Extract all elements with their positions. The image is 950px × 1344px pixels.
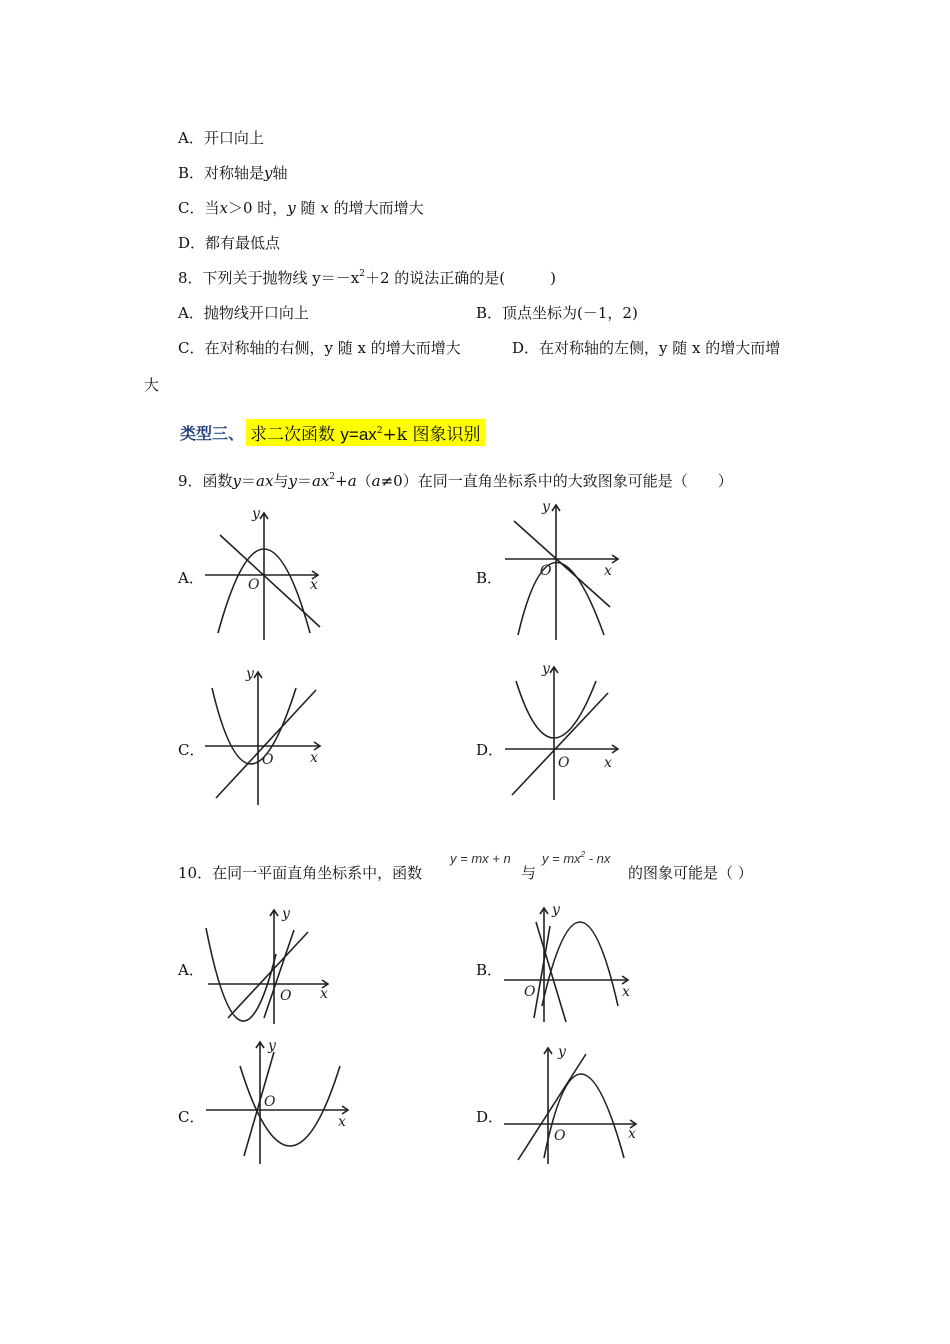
parabola	[206, 928, 276, 1021]
q8-option-d: D．在对称轴的左侧，y 随 x 的增大而增	[512, 339, 781, 357]
q9-label-a: A．	[178, 569, 204, 587]
x-label: x	[604, 755, 612, 771]
q9-label-b: B．	[476, 569, 503, 587]
q10-stem-pre: 10．在同一平面直角坐标系中，函数	[178, 864, 423, 882]
q7-option-d: D．都有最低点	[178, 234, 281, 252]
q9-stem: 9．函数y＝ax与$y=ax^2+a(a\ne 0)$在同一直角坐标系中的大致图象可能是（ ）	[178, 472, 733, 490]
x-label: x	[604, 563, 612, 579]
line	[514, 521, 610, 607]
section-heading	[180, 418, 485, 446]
q9-label-c: C．	[178, 741, 205, 759]
q10-label-a: A．	[178, 961, 204, 979]
parabola	[544, 1074, 624, 1158]
q8-option-b: B．顶点坐标为(－1，2)	[476, 304, 638, 322]
y-label: y	[542, 661, 550, 677]
q9-graph-c	[200, 660, 330, 810]
q10-stem-mid: 与	[521, 864, 537, 882]
y-label: y	[552, 902, 560, 918]
y-label: y	[558, 1044, 566, 1060]
x-label: x	[310, 577, 318, 593]
origin-label: O	[554, 1128, 566, 1144]
y-label: y	[542, 499, 550, 515]
x-label: x	[310, 750, 318, 766]
parabola	[518, 563, 604, 636]
y-label: y	[282, 906, 290, 922]
origin-label: O	[264, 1094, 276, 1110]
line-1	[536, 922, 566, 1022]
q8-option-c: C．在对称轴的右侧，y 随 x 的增大而增大	[178, 339, 461, 357]
q9-label-d: D．	[476, 741, 504, 759]
q9-graph-d	[500, 655, 630, 805]
parabola	[240, 1066, 340, 1146]
q7-option-a: A．开口向上	[178, 129, 264, 147]
origin-label: O	[280, 988, 292, 1004]
q10-stem-post: 的图象可能是（ ）	[628, 864, 753, 882]
q10-formula-1: y = mx + n	[450, 851, 511, 866]
line	[518, 1054, 586, 1160]
q9-graph-b	[500, 495, 630, 645]
q8-stem: 8．下列关于抛物线 $y=-x^2+2$ 的说法正确的是( )	[178, 269, 557, 287]
q8-option-a: A．抛物线开口向上	[178, 304, 309, 322]
q8-option-d-wrap: 大	[144, 376, 160, 394]
x-label: x	[628, 1126, 636, 1142]
origin-label: O	[540, 563, 552, 579]
y-label: y	[246, 666, 254, 682]
parabola	[542, 922, 618, 1006]
q10-label-d: D．	[476, 1108, 504, 1126]
origin-label: O	[248, 577, 260, 593]
q10-graph-c	[200, 1036, 360, 1166]
q10-label-b: B．	[476, 961, 503, 979]
q10-label-c: C．	[178, 1108, 205, 1126]
origin-label: O	[262, 752, 274, 768]
q7-option-c: C．当x＞0 时，y 随 x 的增大而增大	[178, 199, 424, 217]
q10-graph-a	[200, 900, 340, 1030]
section-lead: 类型三、	[180, 423, 245, 443]
parabola	[516, 681, 596, 738]
origin-label: O	[558, 755, 570, 771]
origin-label: O	[524, 984, 536, 1000]
q9-graph-a	[200, 505, 330, 645]
y-label: y	[252, 506, 260, 522]
section-highlight: 求二次函数 $y=ax^2+k$ 图象识别	[246, 419, 484, 446]
y-label: y	[268, 1038, 276, 1054]
x-label: x	[320, 986, 328, 1002]
x-label: x	[622, 984, 630, 1000]
x-label: x	[338, 1114, 346, 1130]
q7-option-b: B．对称轴是y轴	[178, 164, 288, 182]
q10-graph-d	[500, 1040, 650, 1170]
q10-graph-b	[500, 898, 640, 1028]
q10-formula-2: $y = mx^2$ - nx	[542, 850, 611, 866]
